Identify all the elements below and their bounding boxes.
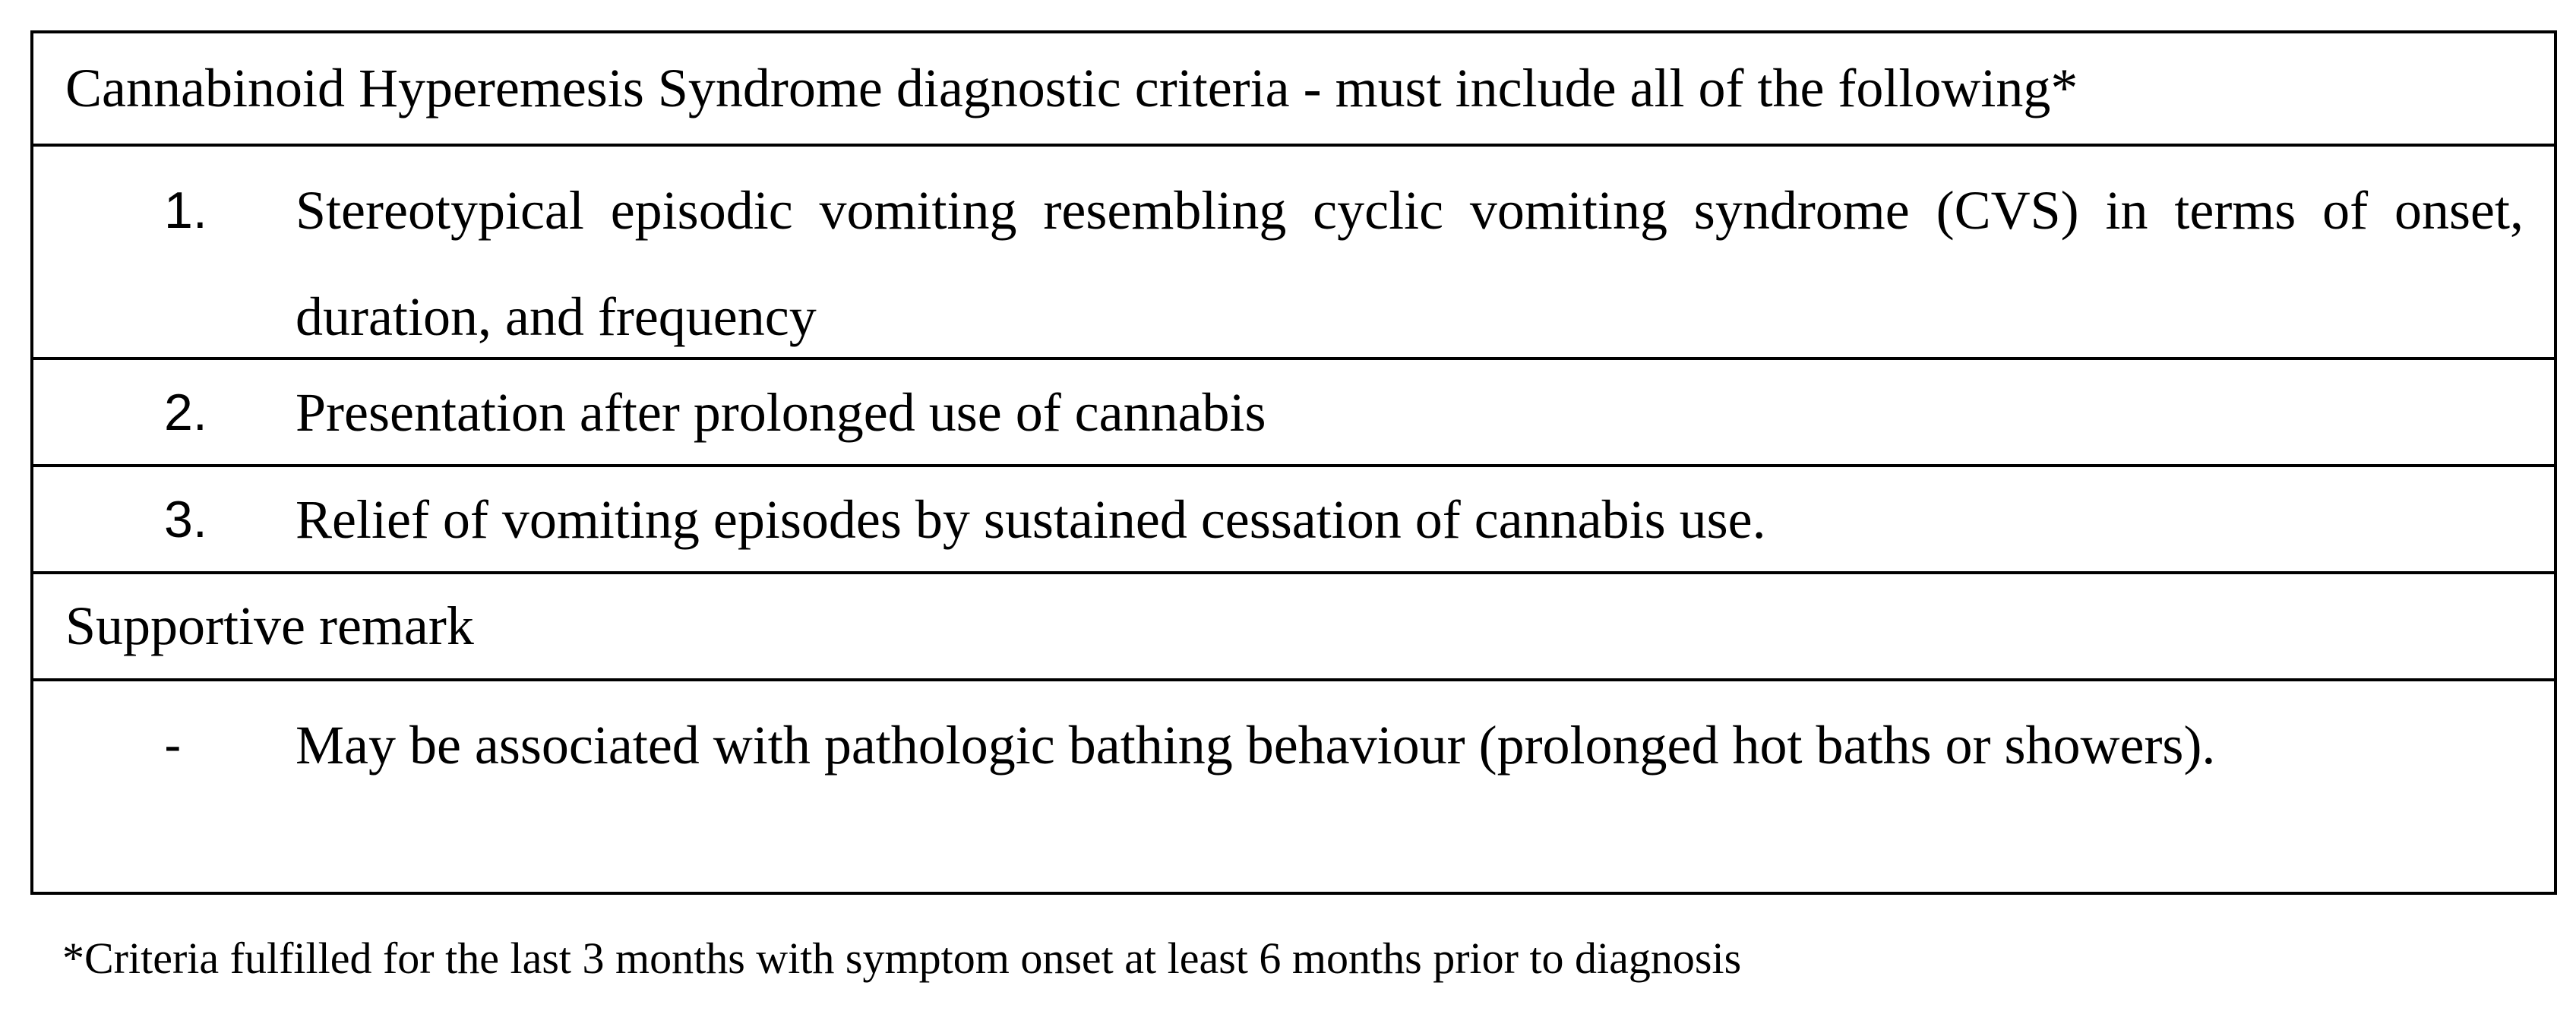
criterion-row-2 — [33, 357, 2554, 464]
table-header: Cannabinoid Hyperemesis Syndrome diagnostic criteria - must include all of the following* — [65, 58, 2078, 118]
criterion-row-1 — [33, 144, 2554, 357]
criterion-number: 1. — [164, 182, 207, 239]
supportive-remark-header: Supportive remark — [33, 571, 2554, 678]
supportive-remark-text: May be associated with pathologic bathing behaviour (prolonged hot baths or showers). — [296, 715, 2216, 776]
criterion-text: Stereotypical episodic vomiting resembling cyclic vomiting syndrome (CVS) in terms of onset, duration, and frequency — [296, 180, 2524, 347]
criterion-text: Relief of vomiting episodes by sustained cessation of cannabis use. — [296, 488, 1766, 550]
bullet-marker: - — [164, 716, 182, 774]
criterion-number: 3. — [164, 490, 207, 548]
criteria-table — [30, 30, 2557, 895]
supportive-remark-row — [33, 678, 2554, 892]
criterion-row-3 — [33, 464, 2554, 571]
criterion-text: Presentation after prolonged use of cannabis — [296, 381, 1266, 443]
criterion-number: 2. — [164, 383, 207, 441]
footnote: *Criteria fulfilled for the last 3 months with symptom onset at least 6 months prior to diagnosis — [62, 934, 1742, 983]
